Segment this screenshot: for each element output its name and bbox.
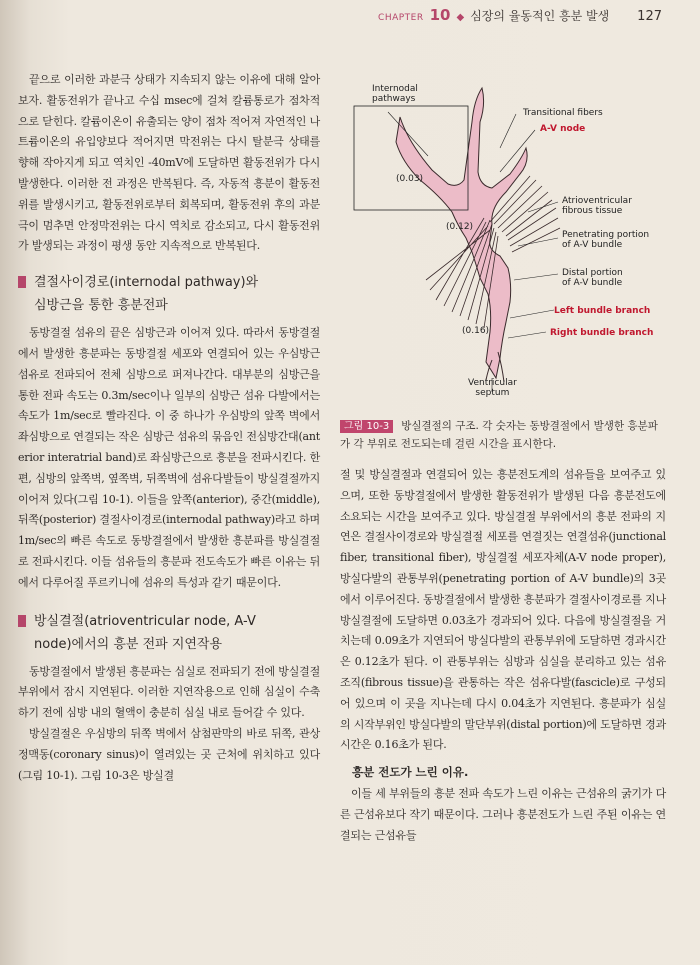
- av-node-diagram: [340, 62, 666, 407]
- heading-line-2: 심방근을 통한 흥분전파: [34, 298, 168, 314]
- conduction-tissue: [396, 88, 560, 382]
- caption-text: 방실결절의 구조. 각 숫자는 동방결절에서 발생한 흥분파가 각 부위로 전도되는데 걸린 시간을 표시한다.: [340, 420, 658, 450]
- heading-line-1: 결절사이경로(internodal pathway)와: [34, 275, 259, 291]
- label-ventricular-septum: Ventricular septum: [468, 378, 517, 398]
- chapter-number: 10: [429, 6, 451, 24]
- right-paragraph-2: 이들 세 부위들의 흥분 전파 속도가 느린 이유는 근섬유의 굵기가 다른 근섬유보다 작기 때문이다. 그러나 흥분전도가 느린 주된 이유는 연결되는 근섬유들: [340, 787, 666, 842]
- subhead-slow-conduction: 흥분 전도가 느린 이유.: [352, 765, 469, 780]
- label-time-016: (0.16): [462, 326, 490, 336]
- label-time-012: (0.12): [446, 222, 474, 232]
- label-av-fibrous-tissue: Atrioventricular fibrous tissue: [562, 196, 632, 216]
- heading-line-1: 방실결절(atrioventricular node, A-V: [34, 613, 256, 629]
- label-distal-portion: Distal portion of A-V bundle: [562, 268, 623, 288]
- left-paragraph-4: 방실결절은 우심방의 뒤쪽 벽에서 삼첨판막의 바로 뒤쪽, 관상정맥동(coronary sinus)이 열려있는 곳 근처에 위치하고 있다(그림 10-1). 그림 10-3은 방실결: [18, 726, 320, 782]
- right-column: [340, 62, 666, 847]
- section-heading-internodal: [18, 271, 320, 317]
- figure-tag: 그림 10-3: [340, 420, 393, 433]
- right-paragraph-1: 절 및 방실결절과 연결되어 있는 흥분전도계의 섬유들을 보여주고 있으며, 또한 동방결절에서 발생한 활동전위가 발생된 다음 흥분전도에 소요되는 시간을 보여주고 있다. 방실결절 부위에서의 흥분 전파의 지연은 결절사이경로와 방실결절 세포를 연결짓는 연결섬유(junctional fiber, transitional fiber), 방실결절 세포자체(A-V node proper), 방실다발의 관통부위(penetrating portion of A-V bundle)의 3곳에서 이루어진다. 동방결절에서 발생한 흥분파가 결절사이경로를 지나 방실결절에 도달하면 0.03초가 경과되어 있다. 다음에 방실결절을 거치는데 0.09초가 지연되어 방실다발의 관통부위에 도달하면 경과시간은 0.12초가 된다. 이 관통부위는 심방과 심실을 분리하고 있는 섬유조직(fibrous tissue)을 관통하는 작은 섬유다발(fascicle)로 구성되어 있으며 이 곳을 지나는데 다시 0.04초가 지연된다. 흥분파가 심실의 시작부위인 방실다발의 말단부위(distal portion)에 도달하면 경과시간은 0.16초가 된다.: [340, 468, 667, 752]
- label-penetrating-portion: Penetrating portion of A-V bundle: [562, 230, 650, 250]
- heading-marker-icon: [18, 276, 26, 288]
- diamond-icon: ◆: [456, 12, 465, 23]
- running-head: [378, 6, 662, 24]
- section-heading-av-node: [18, 610, 320, 656]
- label-time-003: (0.03): [396, 174, 424, 184]
- label-av-node: A-V node: [540, 124, 586, 134]
- heading-marker-icon: [18, 615, 26, 627]
- page-number: 127: [637, 9, 662, 24]
- chapter-title: 심장의 율동적인 흥분 발생: [470, 9, 610, 23]
- heading-line-2: node)에서의 흥분 전파 지연작용: [34, 636, 223, 652]
- label-internodal-pathways: Internodal pathways: [372, 84, 418, 104]
- left-paragraph-1: 끝으로 이러한 과분극 상태가 지속되지 않는 이유에 대해 알아보자. 활동전위가 끝나고 수십 msec에 걸쳐 칼륨통로가 점차적으로 닫힌다. 칼륨이온이 유출되는 양이 점차 적어져 자연적인 나트륨이온의 유입양보다 적어지면 막전위는 다시 탈분극 상태를 향해 작아지게 되고 역치인 -40mV에 도달하면 활동전위가 다시 발생한다. 이러한 전 과정은 반복된다. 즉, 자동적 흥분이 활동전위를 발생시키고, 활동전위로부터 회복되며, 활동전위 후의 과분극이 멈추면 안정막전위는 다시 역치로 감소되고, 다시 활동전위가 발생되는 과정이 평생 동안 지속적으로 반복된다.: [18, 73, 320, 253]
- left-column: [18, 70, 320, 786]
- label-transitional-fibers: Transitional fibers: [523, 108, 603, 118]
- label-right-bundle-branch: Right bundle branch: [550, 328, 654, 338]
- figure-caption: [340, 417, 666, 453]
- left-paragraph-2: 동방결절 섬유의 끝은 심방근과 이어져 있다. 따라서 동방결절에서 발생한 흥분파는 동방결절 세포와 연결되어 있는 우심방근 섬유로 전파되어 전체 심방으로 퍼져나간다. 대부분의 심방근을 통한 전파 속도는 0.3m/sec이나 일부의 심방근 섬유 다발에서는 속도가 1m/sec로 빨라진다. 이 중 하나가 우심방의 앞쪽 벽에서 좌심방으로 연결되는 작은 심방근 섬유의 묶음인 전심방간대(anterior interatrial band)로 좌심방근으로 흥분을 전파시킨다. 한편, 심방의 앞쪽벽, 옆쪽벽, 뒤쪽벽에 섬유다발들이 방실결절까지 이어져 있다(그림 10-1). 이들을 앞쪽(anterior), 중간(middle), 뒤쪽(posterior) 결절사이경로(internodal pathway)라고 하며 1m/sec의 빠른 속도로 동방결절에서 발생한 흥분파를 방실결절로 전파시킨다. 이들 섬유들의 흥분파 전도속도가 빠른 이유는 뒤에서 다루어질 푸르키니에 섬유의 특성과 같기 때문이다.: [18, 326, 320, 589]
- label-left-bundle-branch: Left bundle branch: [554, 306, 651, 316]
- left-paragraph-3: 동방결절에서 발생된 흥분파는 심실로 전파되기 전에 방실결절 부위에서 잠시 지연된다. 이러한 지연작용으로 인해 심실이 수축하기 전에 심방 내의 혈액이 충분히 심실 내로 들어갈 수 있다.: [18, 664, 320, 720]
- chapter-label: CHAPTER: [378, 13, 424, 23]
